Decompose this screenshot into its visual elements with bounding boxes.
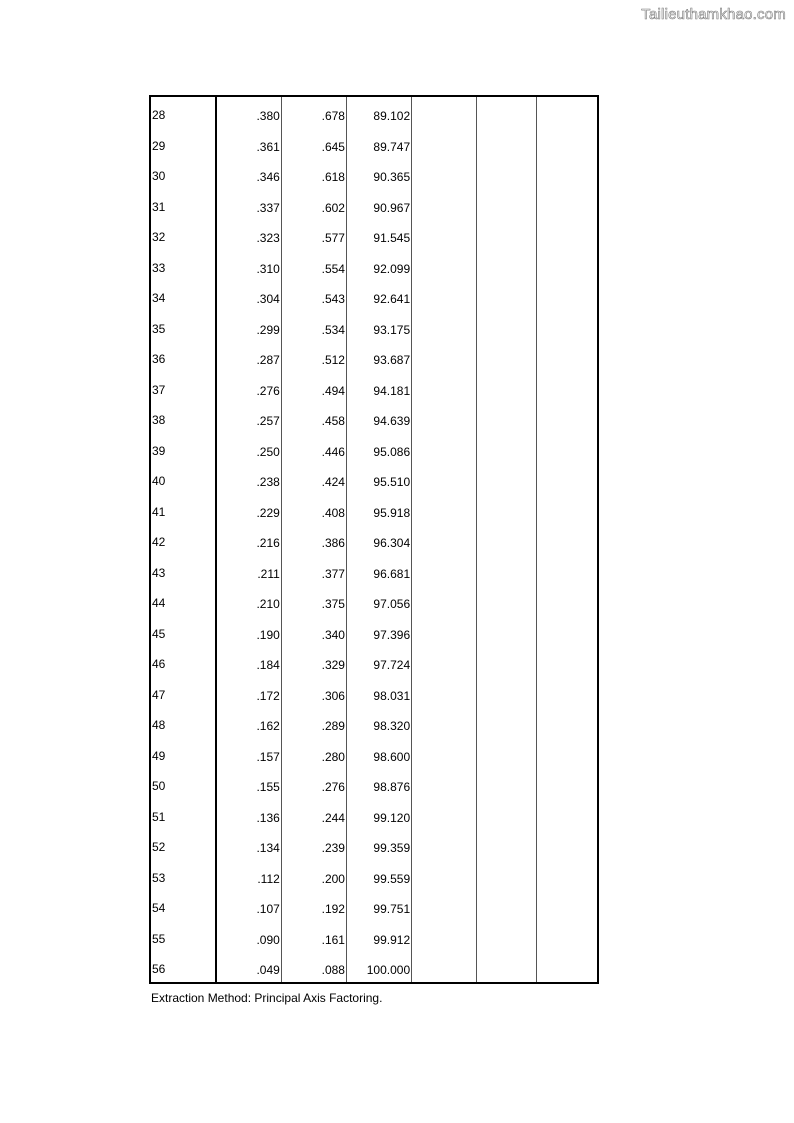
- empty-cell: [537, 189, 597, 220]
- cumulative-pct-cell: 97.056: [346, 585, 411, 616]
- empty-cell: [412, 524, 477, 555]
- pct-variance-cell: .340: [281, 616, 346, 647]
- cumulative-pct-cell: 94.639: [346, 402, 411, 433]
- total-cell: .276: [216, 372, 281, 403]
- cumulative-pct-cell: 94.181: [346, 372, 411, 403]
- empty-cell: [537, 707, 597, 738]
- empty-cell: [412, 97, 477, 128]
- total-cell: .304: [216, 280, 281, 311]
- empty-cell: [477, 494, 537, 525]
- cumulative-pct-cell: 96.304: [346, 524, 411, 555]
- cumulative-pct-cell: 99.751: [346, 890, 411, 921]
- table-row: [151, 402, 597, 433]
- empty-cell: [477, 951, 537, 982]
- pct-variance-cell: .200: [281, 860, 346, 891]
- empty-cell: [537, 646, 597, 677]
- empty-cell: [477, 280, 537, 311]
- empty-cell: [412, 799, 477, 830]
- empty-cell: [477, 311, 537, 342]
- factor-cell: 28: [151, 97, 216, 128]
- cumulative-pct-cell: 97.724: [346, 646, 411, 677]
- table-body: [151, 97, 597, 982]
- factor-cell: 55: [151, 921, 216, 952]
- pct-variance-cell: .088: [281, 951, 346, 982]
- factor-cell: 46: [151, 646, 216, 677]
- total-cell: .155: [216, 768, 281, 799]
- table-row: [151, 951, 597, 982]
- empty-cell: [477, 555, 537, 586]
- total-cell: .090: [216, 921, 281, 952]
- empty-cell: [537, 372, 597, 403]
- empty-cell: [537, 219, 597, 250]
- empty-cell: [477, 128, 537, 159]
- factor-cell: 42: [151, 524, 216, 555]
- table-row: [151, 372, 597, 403]
- pct-variance-cell: .276: [281, 768, 346, 799]
- variance-table: [149, 95, 599, 984]
- total-cell: .190: [216, 616, 281, 647]
- pct-variance-cell: .645: [281, 128, 346, 159]
- cumulative-pct-cell: 98.876: [346, 768, 411, 799]
- total-cell: .238: [216, 463, 281, 494]
- total-cell: .310: [216, 250, 281, 281]
- empty-cell: [477, 433, 537, 464]
- cumulative-pct-cell: 92.099: [346, 250, 411, 281]
- empty-cell: [477, 372, 537, 403]
- table-row: [151, 524, 597, 555]
- total-cell: .107: [216, 890, 281, 921]
- empty-cell: [477, 646, 537, 677]
- pct-variance-cell: .377: [281, 555, 346, 586]
- cumulative-pct-cell: 91.545: [346, 219, 411, 250]
- table-row: [151, 738, 597, 769]
- empty-cell: [477, 890, 537, 921]
- table-row: [151, 128, 597, 159]
- empty-cell: [412, 128, 477, 159]
- empty-cell: [537, 494, 597, 525]
- cumulative-pct-cell: 99.559: [346, 860, 411, 891]
- empty-cell: [537, 738, 597, 769]
- cumulative-pct-cell: 93.687: [346, 341, 411, 372]
- pct-variance-cell: .408: [281, 494, 346, 525]
- empty-cell: [477, 738, 537, 769]
- total-cell: .337: [216, 189, 281, 220]
- factor-cell: 38: [151, 402, 216, 433]
- empty-cell: [537, 951, 597, 982]
- empty-cell: [412, 768, 477, 799]
- total-cell: .172: [216, 677, 281, 708]
- total-cell: .134: [216, 829, 281, 860]
- extraction-method-note: Extraction Method: Principal Axis Factoring.: [151, 991, 383, 1005]
- pct-variance-cell: .512: [281, 341, 346, 372]
- empty-cell: [412, 463, 477, 494]
- cumulative-pct-cell: 90.365: [346, 158, 411, 189]
- table-row: [151, 890, 597, 921]
- total-cell: .112: [216, 860, 281, 891]
- empty-cell: [477, 341, 537, 372]
- pct-variance-cell: .458: [281, 402, 346, 433]
- pct-variance-cell: .375: [281, 585, 346, 616]
- empty-cell: [412, 402, 477, 433]
- pct-variance-cell: .306: [281, 677, 346, 708]
- empty-cell: [537, 311, 597, 342]
- empty-cell: [412, 951, 477, 982]
- empty-cell: [477, 250, 537, 281]
- empty-cell: [412, 616, 477, 647]
- empty-cell: [537, 433, 597, 464]
- empty-cell: [412, 372, 477, 403]
- empty-cell: [537, 250, 597, 281]
- cumulative-pct-cell: 95.918: [346, 494, 411, 525]
- empty-cell: [412, 646, 477, 677]
- table-row: [151, 280, 597, 311]
- empty-cell: [412, 189, 477, 220]
- factor-cell: 33: [151, 250, 216, 281]
- pct-variance-cell: .446: [281, 433, 346, 464]
- table-row: [151, 97, 597, 128]
- empty-cell: [477, 97, 537, 128]
- empty-cell: [537, 158, 597, 189]
- empty-cell: [412, 433, 477, 464]
- cumulative-pct-cell: 95.086: [346, 433, 411, 464]
- empty-cell: [412, 707, 477, 738]
- empty-cell: [477, 860, 537, 891]
- empty-cell: [412, 158, 477, 189]
- table-row: [151, 463, 597, 494]
- empty-cell: [412, 585, 477, 616]
- empty-cell: [537, 463, 597, 494]
- pct-variance-cell: .161: [281, 921, 346, 952]
- empty-cell: [537, 341, 597, 372]
- factor-cell: 50: [151, 768, 216, 799]
- cumulative-pct-cell: 90.967: [346, 189, 411, 220]
- cumulative-pct-cell: 100.000: [346, 951, 411, 982]
- pct-variance-cell: .618: [281, 158, 346, 189]
- empty-cell: [537, 616, 597, 647]
- empty-cell: [412, 250, 477, 281]
- pct-variance-cell: .244: [281, 799, 346, 830]
- empty-cell: [537, 860, 597, 891]
- table-row: [151, 250, 597, 281]
- cumulative-pct-cell: 98.320: [346, 707, 411, 738]
- total-cell: .287: [216, 341, 281, 372]
- empty-cell: [412, 280, 477, 311]
- empty-cell: [537, 280, 597, 311]
- cumulative-pct-cell: 89.102: [346, 97, 411, 128]
- factor-cell: 30: [151, 158, 216, 189]
- empty-cell: [477, 799, 537, 830]
- factor-cell: 34: [151, 280, 216, 311]
- table-row: [151, 341, 597, 372]
- table-row: [151, 921, 597, 952]
- table-row: [151, 555, 597, 586]
- cumulative-pct-cell: 93.175: [346, 311, 411, 342]
- empty-cell: [537, 829, 597, 860]
- empty-cell: [477, 189, 537, 220]
- empty-cell: [412, 555, 477, 586]
- factor-cell: 39: [151, 433, 216, 464]
- empty-cell: [477, 829, 537, 860]
- table-row: [151, 585, 597, 616]
- table-row: [151, 677, 597, 708]
- empty-cell: [537, 524, 597, 555]
- empty-cell: [537, 585, 597, 616]
- cumulative-pct-cell: 99.359: [346, 829, 411, 860]
- factor-cell: 54: [151, 890, 216, 921]
- empty-cell: [477, 463, 537, 494]
- empty-cell: [477, 524, 537, 555]
- cumulative-pct-cell: 95.510: [346, 463, 411, 494]
- table-row: [151, 494, 597, 525]
- total-cell: .157: [216, 738, 281, 769]
- cumulative-pct-cell: 99.120: [346, 799, 411, 830]
- pct-variance-cell: .192: [281, 890, 346, 921]
- empty-cell: [477, 616, 537, 647]
- pct-variance-cell: .534: [281, 311, 346, 342]
- pct-variance-cell: .577: [281, 219, 346, 250]
- factor-cell: 48: [151, 707, 216, 738]
- table-row: [151, 189, 597, 220]
- empty-cell: [477, 921, 537, 952]
- table-row: [151, 646, 597, 677]
- total-cell: .299: [216, 311, 281, 342]
- total-cell: .184: [216, 646, 281, 677]
- factor-cell: 40: [151, 463, 216, 494]
- total-cell: .361: [216, 128, 281, 159]
- empty-cell: [537, 555, 597, 586]
- empty-cell: [537, 890, 597, 921]
- pct-variance-cell: .543: [281, 280, 346, 311]
- empty-cell: [412, 738, 477, 769]
- factor-cell: 35: [151, 311, 216, 342]
- factor-cell: 51: [151, 799, 216, 830]
- table-row: [151, 707, 597, 738]
- factor-cell: 52: [151, 829, 216, 860]
- pct-variance-cell: .329: [281, 646, 346, 677]
- empty-cell: [537, 402, 597, 433]
- table-row: [151, 433, 597, 464]
- total-cell: .216: [216, 524, 281, 555]
- factor-cell: 56: [151, 951, 216, 982]
- factor-cell: 29: [151, 128, 216, 159]
- factor-cell: 47: [151, 677, 216, 708]
- empty-cell: [537, 768, 597, 799]
- cumulative-pct-cell: 92.641: [346, 280, 411, 311]
- factor-cell: 37: [151, 372, 216, 403]
- factor-cell: 53: [151, 860, 216, 891]
- empty-cell: [412, 677, 477, 708]
- empty-cell: [537, 677, 597, 708]
- cumulative-pct-cell: 98.600: [346, 738, 411, 769]
- total-cell: .380: [216, 97, 281, 128]
- empty-cell: [477, 677, 537, 708]
- empty-cell: [412, 341, 477, 372]
- empty-cell: [477, 158, 537, 189]
- empty-cell: [537, 921, 597, 952]
- empty-cell: [412, 219, 477, 250]
- pct-variance-cell: .678: [281, 97, 346, 128]
- empty-cell: [412, 921, 477, 952]
- total-cell: .210: [216, 585, 281, 616]
- empty-cell: [477, 219, 537, 250]
- cumulative-pct-cell: 99.912: [346, 921, 411, 952]
- pct-variance-cell: .494: [281, 372, 346, 403]
- factor-cell: 43: [151, 555, 216, 586]
- empty-cell: [477, 585, 537, 616]
- empty-cell: [477, 768, 537, 799]
- table-row: [151, 219, 597, 250]
- factor-cell: 44: [151, 585, 216, 616]
- factor-cell: 32: [151, 219, 216, 250]
- table-row: [151, 768, 597, 799]
- pct-variance-cell: .280: [281, 738, 346, 769]
- empty-cell: [412, 311, 477, 342]
- total-cell: .162: [216, 707, 281, 738]
- total-cell: .323: [216, 219, 281, 250]
- factor-cell: 41: [151, 494, 216, 525]
- cumulative-pct-cell: 98.031: [346, 677, 411, 708]
- pct-variance-cell: .602: [281, 189, 346, 220]
- factor-cell: 36: [151, 341, 216, 372]
- pct-variance-cell: .239: [281, 829, 346, 860]
- table-row: [151, 158, 597, 189]
- empty-cell: [477, 402, 537, 433]
- pct-variance-cell: .386: [281, 524, 346, 555]
- table-row: [151, 860, 597, 891]
- pct-variance-cell: .554: [281, 250, 346, 281]
- cumulative-pct-cell: 89.747: [346, 128, 411, 159]
- table-row: [151, 799, 597, 830]
- table-row: [151, 616, 597, 647]
- empty-cell: [537, 799, 597, 830]
- empty-cell: [477, 707, 537, 738]
- empty-cell: [412, 494, 477, 525]
- total-cell: .229: [216, 494, 281, 525]
- empty-cell: [412, 860, 477, 891]
- factor-cell: 45: [151, 616, 216, 647]
- pct-variance-cell: .289: [281, 707, 346, 738]
- empty-cell: [537, 97, 597, 128]
- empty-cell: [412, 890, 477, 921]
- table-row: [151, 311, 597, 342]
- empty-cell: [412, 829, 477, 860]
- total-cell: .250: [216, 433, 281, 464]
- pct-variance-cell: .424: [281, 463, 346, 494]
- factor-cell: 31: [151, 189, 216, 220]
- total-cell: .049: [216, 951, 281, 982]
- watermark-text: Tailieuthamkhao.com: [641, 6, 786, 23]
- total-cell: .136: [216, 799, 281, 830]
- cumulative-pct-cell: 96.681: [346, 555, 411, 586]
- total-cell: .257: [216, 402, 281, 433]
- total-cell: .346: [216, 158, 281, 189]
- cumulative-pct-cell: 97.396: [346, 616, 411, 647]
- empty-cell: [537, 128, 597, 159]
- table-row: [151, 829, 597, 860]
- total-cell: .211: [216, 555, 281, 586]
- factor-cell: 49: [151, 738, 216, 769]
